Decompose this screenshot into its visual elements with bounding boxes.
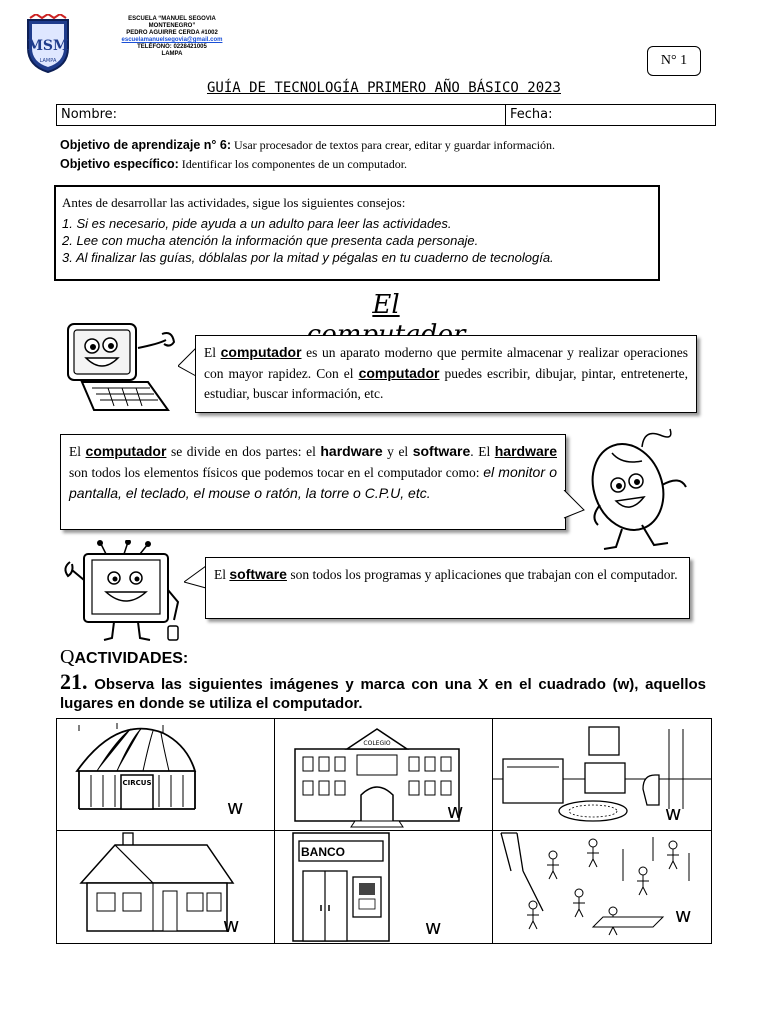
tip-item: 1. Si es necesario, pide ayuda a un adulto para leer las actividades.: [62, 216, 452, 231]
svg-text:CIRCUS: CIRCUS: [122, 779, 152, 787]
speech-bubble-hardware: [60, 434, 566, 530]
hardware-examples: el monitor o pantalla, el teclado, el mouse o ratón, la torre o C.P.U, etc.: [69, 464, 557, 501]
bubble-text: y el: [382, 444, 413, 459]
question-number: 21.: [60, 669, 88, 694]
checkbox-mark-bank[interactable]: w: [425, 915, 442, 939]
name-field[interactable]: Nombre:: [57, 105, 506, 125]
learning-objective-label: Objetivo de aprendizaje n° 6:: [60, 138, 232, 152]
tips-box: [54, 185, 660, 281]
guide-number-box: N° 1: [647, 46, 701, 76]
checkbox-mark-playground[interactable]: w: [675, 903, 692, 927]
page-title-text: GUÍA DE TECNOLOGÍA PRIMERO AÑO BÁSICO 2023: [206, 80, 561, 96]
bank-icon: [275, 831, 493, 943]
school-line-2: MONTENEGRO”: [148, 23, 196, 29]
name-date-box: [56, 104, 716, 126]
logo-letters: MSM: [27, 38, 69, 54]
keyword-hardware: hardware: [494, 443, 557, 459]
place-cell-house: [57, 831, 275, 943]
place-cell-playground: [493, 831, 711, 943]
specific-objective: [60, 157, 720, 172]
place-cell-circus: [57, 719, 275, 831]
keyword-computador: computador: [220, 344, 302, 360]
specific-objective-label: Objetivo específico:: [60, 157, 179, 171]
page-title: [0, 80, 768, 96]
checkbox-mark-house[interactable]: w: [223, 913, 240, 937]
monitor-character-icon: [58, 540, 188, 646]
school-phone: TELÉFONO: 0228421005: [137, 44, 207, 50]
tip-item: 3. Al finalizar las guías, dóblalas por la mitad y pégalas en tu cuaderno de tecnología.: [62, 250, 554, 265]
checkbox-mark-bathroom[interactable]: w: [665, 801, 682, 825]
checkbox-mark-circus[interactable]: w: [227, 795, 244, 819]
place-cell-bank: [275, 831, 493, 943]
place-cell-school: [275, 719, 493, 831]
bubble-text: El: [204, 345, 221, 360]
bank-sign: BANCO: [301, 845, 345, 859]
checkbox-mark-school[interactable]: w: [447, 799, 464, 823]
bubble-text: puedes escribir, dibujar, pintar, entretenerte, estudiar, buscar información, etc.: [204, 366, 688, 401]
mouse-character-icon: [582, 425, 702, 555]
school-email-link[interactable]: escuelamanuelsegovia@gmail.com: [121, 37, 223, 43]
bubble-text: son todos los programas y aplicaciones que trabajan con el computador.: [286, 567, 678, 582]
keyword-hardware: hardware: [320, 443, 383, 459]
house-icon: [57, 831, 275, 943]
section-title: El: [372, 290, 400, 320]
keyword-software: software: [412, 443, 471, 459]
speech-bubble-computer: [195, 335, 697, 413]
keyword-software: software: [229, 566, 287, 582]
place-cell-bathroom: [493, 719, 711, 831]
bubble-text: El: [214, 567, 230, 582]
learning-objective-text: Usar procesador de textos para crear, editar y guardar información.: [231, 138, 556, 152]
date-field[interactable]: Fecha:: [510, 107, 553, 122]
specific-objective-text: Identificar los componentes de un computador.: [178, 157, 408, 171]
keyword-computador: computador: [358, 365, 440, 381]
school-line-3: PEDRO AGUIRRE CERDA #1002: [126, 30, 218, 36]
bubble-text: es un aparato moderno que permite almacenar y realizar operaciones con mayor rapidez. Con el: [204, 345, 688, 381]
school-sign: COLEGIO: [363, 740, 391, 747]
question-21: [60, 669, 706, 713]
logo-sub: LAMPA: [39, 58, 57, 64]
school-line-1: ESCUELA “MANUEL SEGOVIA: [128, 16, 216, 22]
activities-label: ACTIVIDADES:: [74, 650, 189, 667]
question-text: Observa las siguientes imágenes y marca con una X en el cuadrado (w), aquellos lugares en donde se utiliza el computador.: [60, 676, 706, 712]
tips-intro: Antes de desarrollar las actividades, sigue los siguientes consejos:: [62, 195, 406, 210]
speech-bubble-software: [205, 557, 690, 619]
activities-heading: [60, 646, 188, 669]
keyword-computador: computador: [85, 443, 167, 459]
school-logo-icon: [24, 14, 72, 74]
bubble-text: son todos los elementos físicos que podemos tocar en el computador como:: [69, 465, 484, 480]
laptop-character-icon: [58, 318, 186, 422]
places-grid: [56, 718, 712, 944]
learning-objective: [60, 138, 720, 153]
activities-prefix: Q: [60, 646, 75, 668]
bubble-text: . El: [470, 444, 495, 459]
bubble-text: se divide en dos partes: el: [166, 444, 321, 459]
school-info: [96, 16, 248, 58]
bubble-text: El: [69, 444, 86, 459]
tip-item: 2. Lee con mucha atención la información que presenta cada personaje.: [62, 233, 479, 248]
school-city: LAMPA: [161, 51, 183, 57]
